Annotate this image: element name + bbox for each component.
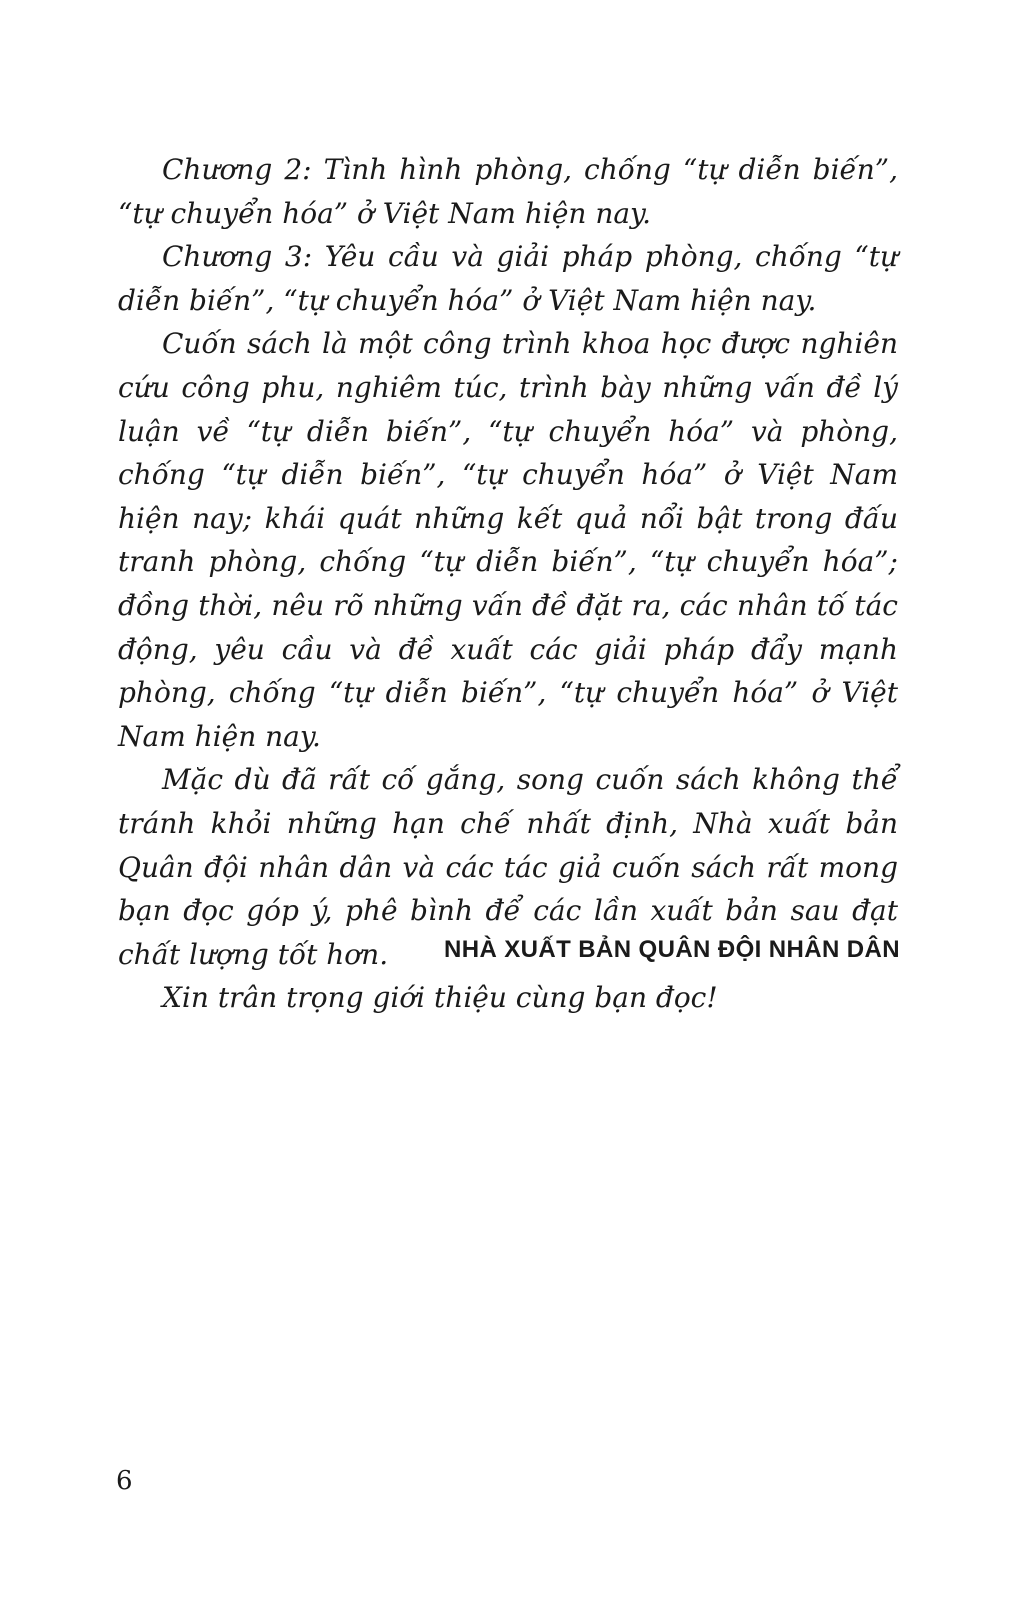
- paragraph-book-summary: Cuốn sách là một công trình khoa học được nghiên cứu công phu, nghiêm túc, trình bày những vấn đề lý luận về “tự diễn biến”, “tự chuyển hóa” và phòng, chống “tự diễn biến”, “tự chuyển hóa” ở Việt Nam hiện nay; khái quát những kết quả nổi bật trong đấu tranh phòng, chống “tự diễn biến”, “tự chuyển hóa”; đồng thời, nêu rõ những vấn đề đặt ra, các nhân tố tác động, yêu cầu và đề xuất các giải pháp đẩy mạnh phòng, chống “tự diễn biến”, “tự chuyển hóa” ở Việt Nam hiện nay.: [118, 327, 898, 753]
- paragraph-feedback-request: Mặc dù đã rất cố gắng, song cuốn sách không thể tránh khỏi những hạn chế nhất định, Nhà xuất bản Quân đội nhân dân và các tác giả cuốn sách rất mong bạn đọc góp ý, phê bình để các lần xuất bản sau đạt chất lượng tốt hơn.: [118, 763, 898, 971]
- page-number: 6: [116, 1466, 133, 1496]
- body-text: [118, 148, 898, 1020]
- paragraph-chapter-3: Chương 3: Yêu cầu và giải pháp phòng, chống “tự diễn biến”, “tự chuyển hóa” ở Việt Nam hiện nay.: [118, 240, 898, 317]
- paragraph-chapter-2: Chương 2: Tình hình phòng, chống “tự diễn biến”, “tự chuyển hóa” ở Việt Nam hiện nay.: [118, 153, 898, 230]
- paragraph-closing: Xin trân trọng giới thiệu cùng bạn đọc!: [162, 981, 718, 1015]
- publisher-signature: NHÀ XUẤT BẢN QUÂN ĐỘI NHÂN DÂN: [444, 936, 900, 963]
